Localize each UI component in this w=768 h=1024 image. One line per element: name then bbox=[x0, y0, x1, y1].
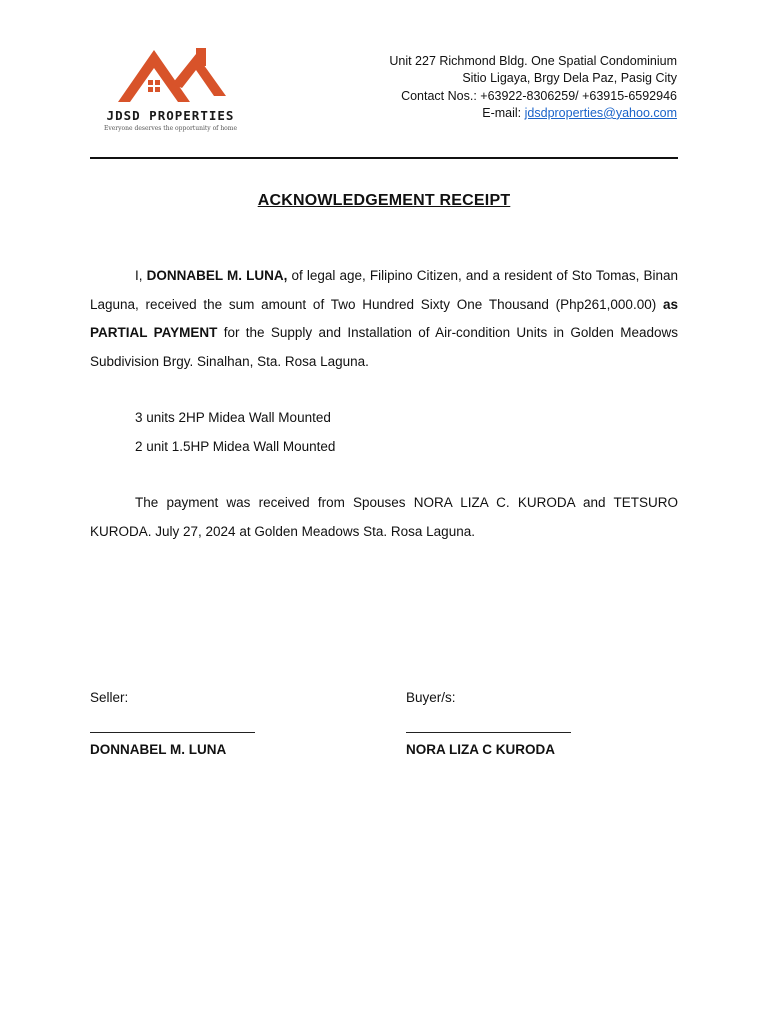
email-label: E-mail: bbox=[482, 105, 525, 120]
document-title: ACKNOWLEDGEMENT RECEIPT bbox=[257, 192, 511, 209]
seller-label: Seller: bbox=[90, 690, 129, 705]
seller-name: DONNABEL M. LUNA bbox=[90, 742, 227, 757]
header-divider bbox=[90, 157, 678, 159]
buyer-name: NORA LIZA C KURODA bbox=[406, 742, 555, 757]
receipt-body bbox=[90, 262, 678, 376]
seller-signature-line bbox=[90, 732, 255, 733]
buyer-label: Buyer/s: bbox=[406, 690, 456, 705]
buyer-signature-block bbox=[406, 690, 571, 757]
address-line-1: Unit 227 Richmond Bldg. One Spatial Condominium bbox=[389, 54, 677, 68]
company-logo bbox=[98, 42, 243, 138]
list-item: 2 unit 1.5HP Midea Wall Mounted bbox=[135, 438, 336, 454]
body-text: of legal age, Filipino Citizen, and a resident of Sto Tomas, Binan Laguna, received the sum amount of Two Hundred Sixty One Thousand (Php261,000.00) bbox=[90, 268, 678, 312]
payment-text: The payment was received from Spouses NORA LIZA C. KURODA and TETSURO KURODA. July 27, 2024 at Golden Meadows Sta. Rosa Laguna. bbox=[90, 495, 678, 539]
email-link[interactable]: jdsdproperties@yahoo.com bbox=[524, 105, 677, 120]
contact-block bbox=[389, 53, 677, 122]
contact-numbers: Contact Nos.: +63922-8306259/ +63915-6592946 bbox=[401, 88, 677, 103]
logo-company-name: JDSD PROPERTIES bbox=[106, 108, 235, 123]
seller-signature-block bbox=[90, 690, 255, 757]
items-list bbox=[135, 404, 335, 461]
email-line bbox=[389, 105, 677, 122]
body-lead: I, bbox=[135, 268, 147, 283]
receiver-name: DONNABEL M. LUNA, bbox=[146, 268, 288, 283]
payment-type: as PARTIAL PAYMENT bbox=[90, 296, 678, 340]
payment-paragraph bbox=[90, 489, 678, 546]
logo-tagline: Everyone deserves the opportunity of home bbox=[103, 125, 238, 132]
list-item: 3 units 2HP Midea Wall Mounted bbox=[135, 410, 331, 425]
buyer-signature-line bbox=[406, 732, 571, 733]
body-tail: for the Supply and Installation of Air-condition Units in Golden Meadows Subdivision Brgy. Sinalhan, Sta. Rosa Laguna. bbox=[90, 325, 679, 369]
address-line-2: Sitio Ligaya, Brgy Dela Paz, Pasig City bbox=[462, 71, 677, 86]
house-logo-icon bbox=[114, 42, 228, 106]
